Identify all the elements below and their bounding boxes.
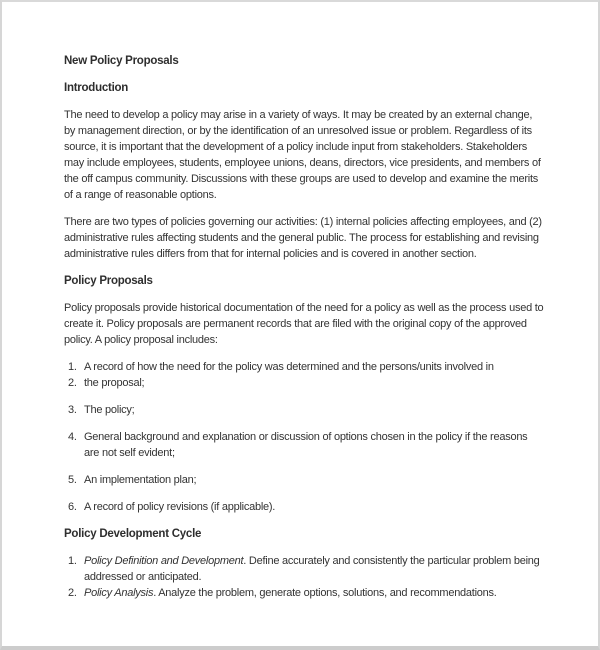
list-item <box>64 472 545 488</box>
section-heading-policy-development-cycle: Policy Development Cycle <box>64 528 202 540</box>
list-item-number: 2. <box>68 587 77 599</box>
list-item-number: 6. <box>68 501 77 513</box>
list-item-text <box>84 585 545 601</box>
list-item-rest: . Define accurately and consistently the particular problem being addressed or anticipated. <box>84 555 540 583</box>
list-item-number: 2. <box>68 377 77 389</box>
list-item <box>64 553 545 585</box>
list-item-number: 3. <box>68 404 77 416</box>
list-item-text: An implementation plan; <box>84 474 197 486</box>
list-item-text: General background and explanation or discussion of options chosen in the policy if the reasons are not self evident; <box>84 431 528 459</box>
list-item-text: The policy; <box>84 404 135 416</box>
policy-proposal-list <box>64 359 545 515</box>
list-item-text: A record of policy revisions (if applicable). <box>84 501 276 513</box>
list-item <box>64 429 545 461</box>
list-item <box>64 499 545 515</box>
list-item <box>64 585 545 601</box>
list-item-lead-italic: Policy Analysis <box>84 587 154 599</box>
list-item-text: the proposal; <box>84 377 145 389</box>
section-heading-introduction: Introduction <box>64 82 129 94</box>
list-item-number: 1. <box>68 361 77 373</box>
list-item <box>64 402 545 418</box>
intro-paragraph-1: The need to develop a policy may arise in a variety of ways. It may be created by an external change, by management direction, or by the identification of an unresolved issue or problem. Regardless of its source, it is important that the development of a policy include input from stakeholders. Stakeholders may include employees, students, employee unions, deans, directors, vice presidents, and members of the off campus community. Discussions with these groups are used to develop and examine the merits of a range of reasonable options. <box>64 109 541 201</box>
list-item-number: 5. <box>68 474 77 486</box>
intro-paragraph-2: There are two types of policies governing our activities: (1) internal policies affecting employees, and (2) administrative rules affecting students and the general public. The process for establishing and revising administrative rules differs from that for internal policies and is covered in another section. <box>64 216 542 260</box>
list-item <box>64 359 545 375</box>
list-item-text: A record of how the need for the policy was determined and the persons/units involved in <box>84 361 494 373</box>
list-item-number: 1. <box>68 555 77 567</box>
list-item <box>64 375 545 391</box>
section-heading-policy-proposals: Policy Proposals <box>64 275 153 287</box>
list-item-rest: . Analyze the problem, generate options, solutions, and recommendations. <box>153 587 497 599</box>
list-item-number: 4. <box>68 431 77 443</box>
list-item-lead-italic: Policy Definition and Development <box>84 555 244 567</box>
policy-proposals-paragraph: Policy proposals provide historical documentation of the need for a policy as well as the process used to create it. Policy proposals are permanent records that are filed with the original copy of the approved policy. A policy proposal includes: <box>64 302 544 346</box>
list-item-text <box>84 553 545 585</box>
doc-title: New Policy Proposals <box>64 55 179 67</box>
policy-development-cycle-list <box>64 553 545 601</box>
